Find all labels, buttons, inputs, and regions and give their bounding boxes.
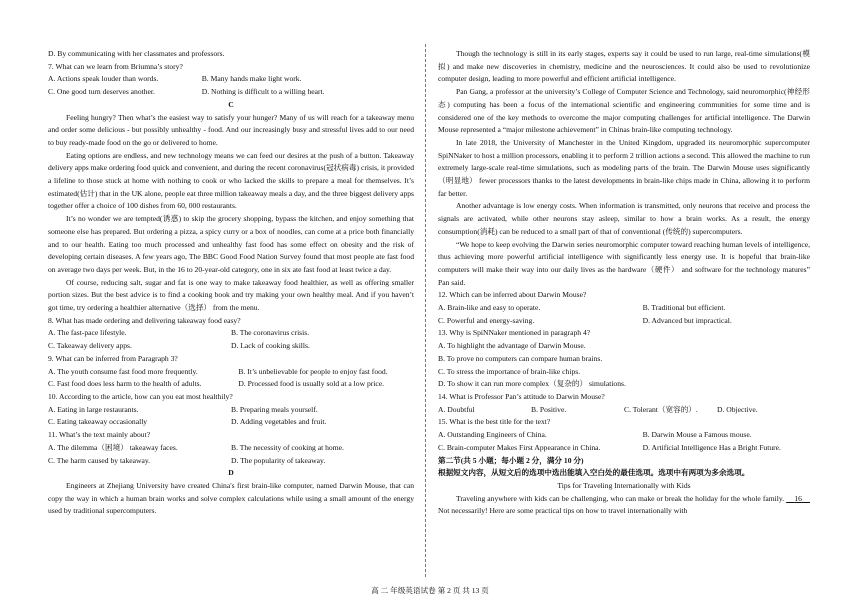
q8-options-row2 [48, 340, 414, 353]
q14-option-c: C. Tolerant（宽容的）. [624, 404, 698, 414]
q7-option-c: C. One good turn deserves another. [48, 87, 155, 97]
q8-stem: 8. What has made ordering and delivering takeaway food easy? [48, 315, 241, 325]
part2-instruction: 根据短文内容，从短文后的选项中选出能填入空白处的最佳选项。选项中有两项为多余选项。 [438, 468, 750, 478]
q9-option-b: B. It’s unbelievable for people to enjoy fast food. [238, 366, 388, 376]
q9-option-d: D. Processed food is usually sold at a low price. [238, 379, 385, 389]
passage-e-text-after-blank: Not necessarily! Here are some practical tips on how to travel internationally with [438, 506, 688, 516]
passage-d-paragraph-3: Pan Gang, a professor at the university’s College of Computer Science and Technology, said neuromorphic(神经形态) computing has been a focus of the international scientific and engineering communities for some time and is considered one of the key methods to overcome the major computing challenges for artificial intelligence. The Darwin Mouse represented a “major milestone achievement” in Chinas brain-like computing technology. [438, 87, 810, 135]
q12-option-a: A. Brain-like and easy to operate. [438, 303, 541, 313]
q13-option-c: C. To stress the importance of brain-like chips. [438, 366, 581, 376]
q15-options-row1 [438, 429, 810, 442]
q10-stem: 10. According to the article, how can you eat most healthily? [48, 391, 233, 401]
q10-option-d: D. Adding vegetables and fruit. [231, 417, 327, 427]
q11-option-a: A. The dilemma（困境） takeaway faces. [48, 442, 178, 452]
q9-options-row1 [48, 366, 414, 379]
q11-option-d: D. The popularity of takeaway. [231, 455, 326, 465]
q12-options-row2 [438, 315, 810, 328]
passage-title: Tips for Traveling Internationally with Kids [557, 480, 691, 490]
q8-option-a: A. The fast-pace lifestyle. [48, 328, 127, 338]
q12-stem: 12. Which can be inferred about Darwin Mouse? [438, 290, 587, 300]
q14-options-row [438, 404, 810, 417]
q14-stem: 14. What is Professor Pan’s attitude to Darwin Mouse? [438, 391, 605, 401]
q8-options-row1 [48, 327, 414, 340]
passage-d-paragraph-5: Another advantage is low energy costs. When information is transmitted, only neurons that receive and process the signals are activated, while other neurons stay asleep, similar to how a brain works. As a result, the energy consumption(消耗) can be reduced to a small part of that of conventional (传统的) supercomputers. [438, 201, 810, 236]
q13-option-d: D. To show it can run more complex（复杂的） simulations. [438, 379, 626, 389]
q12-option-b: B. Traditional but efficient. [642, 303, 726, 313]
q14-option-b: B. Positive. [531, 404, 567, 414]
q11-options-row2 [48, 455, 414, 468]
q14-option-d: D. Objective. [717, 404, 758, 414]
q11-option-b: B. The necessity of cooking at home. [231, 442, 344, 452]
page-footer: 高 二 年级英语试卷 第 2 页 共 13 页 [371, 586, 489, 595]
section-d-heading: D [228, 468, 234, 478]
q15-option-b: B. Darwin Mouse a Famous mouse. [642, 430, 752, 440]
q8-option-b: B. The coronavirus crisis. [231, 328, 310, 338]
q11-option-c: C. The harm caused by takeaway. [48, 455, 151, 465]
passage-d-paragraph-4: In late 2018, the University of Manchester in the United Kingdom, upgraded its neuromorphic supercomputer SpiNNaker to host a million processors, enabling it to perform 2 trillion actions a second. This allowed the machine to run extremely large-scale real-time simulations, such as modeling parts of the brain. The Darwin Mouse uses significantly（明显地） fewer processors thanks to the latest developments in brain-like chips made in China, allowing it to perform far better. [438, 137, 810, 198]
q11-stem: 11. What’s the text mainly about? [48, 430, 151, 440]
q10-option-c: C. Eating takeaway occasionally [48, 417, 148, 427]
q15-stem: 15. What is the best title for the text? [438, 417, 551, 427]
q15-option-d: D. Artificial Intelligence Has a Bright Future. [642, 442, 781, 452]
section-c-heading: C [228, 99, 234, 109]
blank-16 [786, 494, 810, 503]
q6-option-d: D. By communicating with her classmates and professors. [48, 49, 225, 58]
q13-stem: 13. Why is SpiNNaker mentioned in paragraph 4? [438, 328, 591, 338]
passage-d-paragraph-2: Though the technology is still in its early stages, experts say it could be used to run large, real-time simulations(模拟) and make new discoveries in chemistry, medicine and the neurosciences. It could also be used to revolutionize computer design, leading to more powerful and efficient artificial intelligence. [438, 49, 810, 84]
q10-option-a: A. Eating in large restaurants. [48, 404, 139, 414]
right-column [438, 48, 810, 518]
q13-option-a: A. To highlight the advantage of Darwin Mouse. [438, 341, 586, 351]
passage-c-paragraph-4: Of course, reducing salt, sugar and fat is one way to make takeaway food healthier, as well as offering smaller portion sizes. But the best advice is to find a cooking book and try making your own healthy meal. And if you haven’t got time, try ordering a healthier alternative（选择） from the menu. [48, 277, 414, 313]
q13-option-b: B. To prove no computers can compare human brains. [438, 353, 603, 363]
q10-options-row2 [48, 416, 414, 429]
q15-option-c: C. Brain-computer Makes First Appearance in China. [438, 442, 601, 452]
part2-heading: 第二节(共 5 小题；每小题 2 分，满分 10 分) [438, 455, 584, 465]
q12-option-d: D. Advanced but impractical. [642, 315, 732, 325]
q9-stem: 9. What can be inferred from Paragraph 3? [48, 353, 178, 363]
q10-options-row1 [48, 404, 414, 417]
passage-d-paragraph-1: Engineers at Zhejiang University have created China's first brain-like computer, named Darwin Mouse, that can copy the way in which a human brain works and solve complex calculations while using a small amount of the energy used by traditional supercomputers. [48, 480, 414, 516]
blank-16-number: 16 [794, 493, 802, 503]
q11-options-row1 [48, 442, 414, 455]
passage-c-paragraph-2: Eating options are endless, and new technology means we can feed our desires at the push of a button. Takeaway delivery apps make ordering food quick and convenient, and during the recent coronavirus(冠状病毒) crisis, it provided a lifeline to those stuck at home with nothing to cook or who lacked the skills to prepare a meal for themselves. It’s estimated(估计) that in the UK alone, people eat three million takeaway meals a day, and the three biggest delivery apps together offer a choice of 100 dishes from 60, 000 restaurants. [48, 150, 414, 211]
passage-c-paragraph-3: It’s no wonder we are tempted(诱惑) to skip the grocery shopping, bypass the kitchen, and enjoy something that someone else has prepared. But ordering a pizza, a spicy curry or a box of noodles, can come at a price both financially and to our health. Eating too much processed and unhealthy fast food has some effect on obesity and the risk of developing certain diseases. A few years ago, The BBC Good Food Nation Survey found that most people ate fast food on average two days per week. But, in the 16 to 20-year-old category, one in six ate fast food at least twice a day. [48, 214, 414, 274]
q7-options-row1 [48, 73, 414, 86]
passage-e-text-before-blank: Traveling anywhere with kids can be challenging, who can make or break the holiday for the whole family. [456, 493, 787, 503]
q9-option-a: A. The youth consume fast food more frequently. [48, 366, 198, 376]
q12-option-c: C. Powerful and energy-saving. [438, 315, 535, 325]
passage-e-paragraph-1 [438, 493, 810, 518]
q8-option-d: D. Lack of cooking skills. [231, 341, 310, 351]
q7-stem: 7. What can we learn from Briumna’s story? [48, 61, 183, 71]
q14-option-a: A. Doubtful [438, 404, 475, 414]
q15-option-a: A. Outstanding Engineers of China. [438, 430, 547, 440]
left-column [48, 48, 414, 518]
q12-options-row1 [438, 302, 810, 315]
passage-d-paragraph-6: “We hope to keep evolving the Darwin series neuromorphic computer toward reaching human levels of intelligence, thus achieving more powerful artificial intelligence with significantly less energy use. It is hopeful that brain-like computers will make their way into our daily lives as the hardware（硬件） and software for the technology matures” Pan said. [438, 239, 810, 287]
column-divider [425, 44, 426, 577]
q7-option-b: B. Many hands make light work. [201, 74, 302, 84]
q10-option-b: B. Preparing meals yourself. [231, 404, 318, 414]
q8-option-c: C. Takeaway delivery apps. [48, 341, 132, 351]
q7-option-a: A. Actions speak louder than words. [48, 74, 159, 84]
q9-options-row2 [48, 378, 414, 391]
q15-options-row2 [438, 442, 810, 455]
q7-option-d: D. Nothing is difficult to a willing heart. [201, 87, 325, 97]
q7-options-row2 [48, 86, 414, 99]
q9-option-c: C. Fast food does less harm to the health of adults. [48, 379, 202, 389]
passage-c-paragraph-1: Feeling hungry? Then what’s the easiest way to satisfy your hunger? Many of us will reach for a takeaway menu and order some delicious - but possibly unhealthy - food. And our increasingly busy and stressful lives add to our need to buy ready-made food on the go or delivered to home. [48, 112, 414, 147]
